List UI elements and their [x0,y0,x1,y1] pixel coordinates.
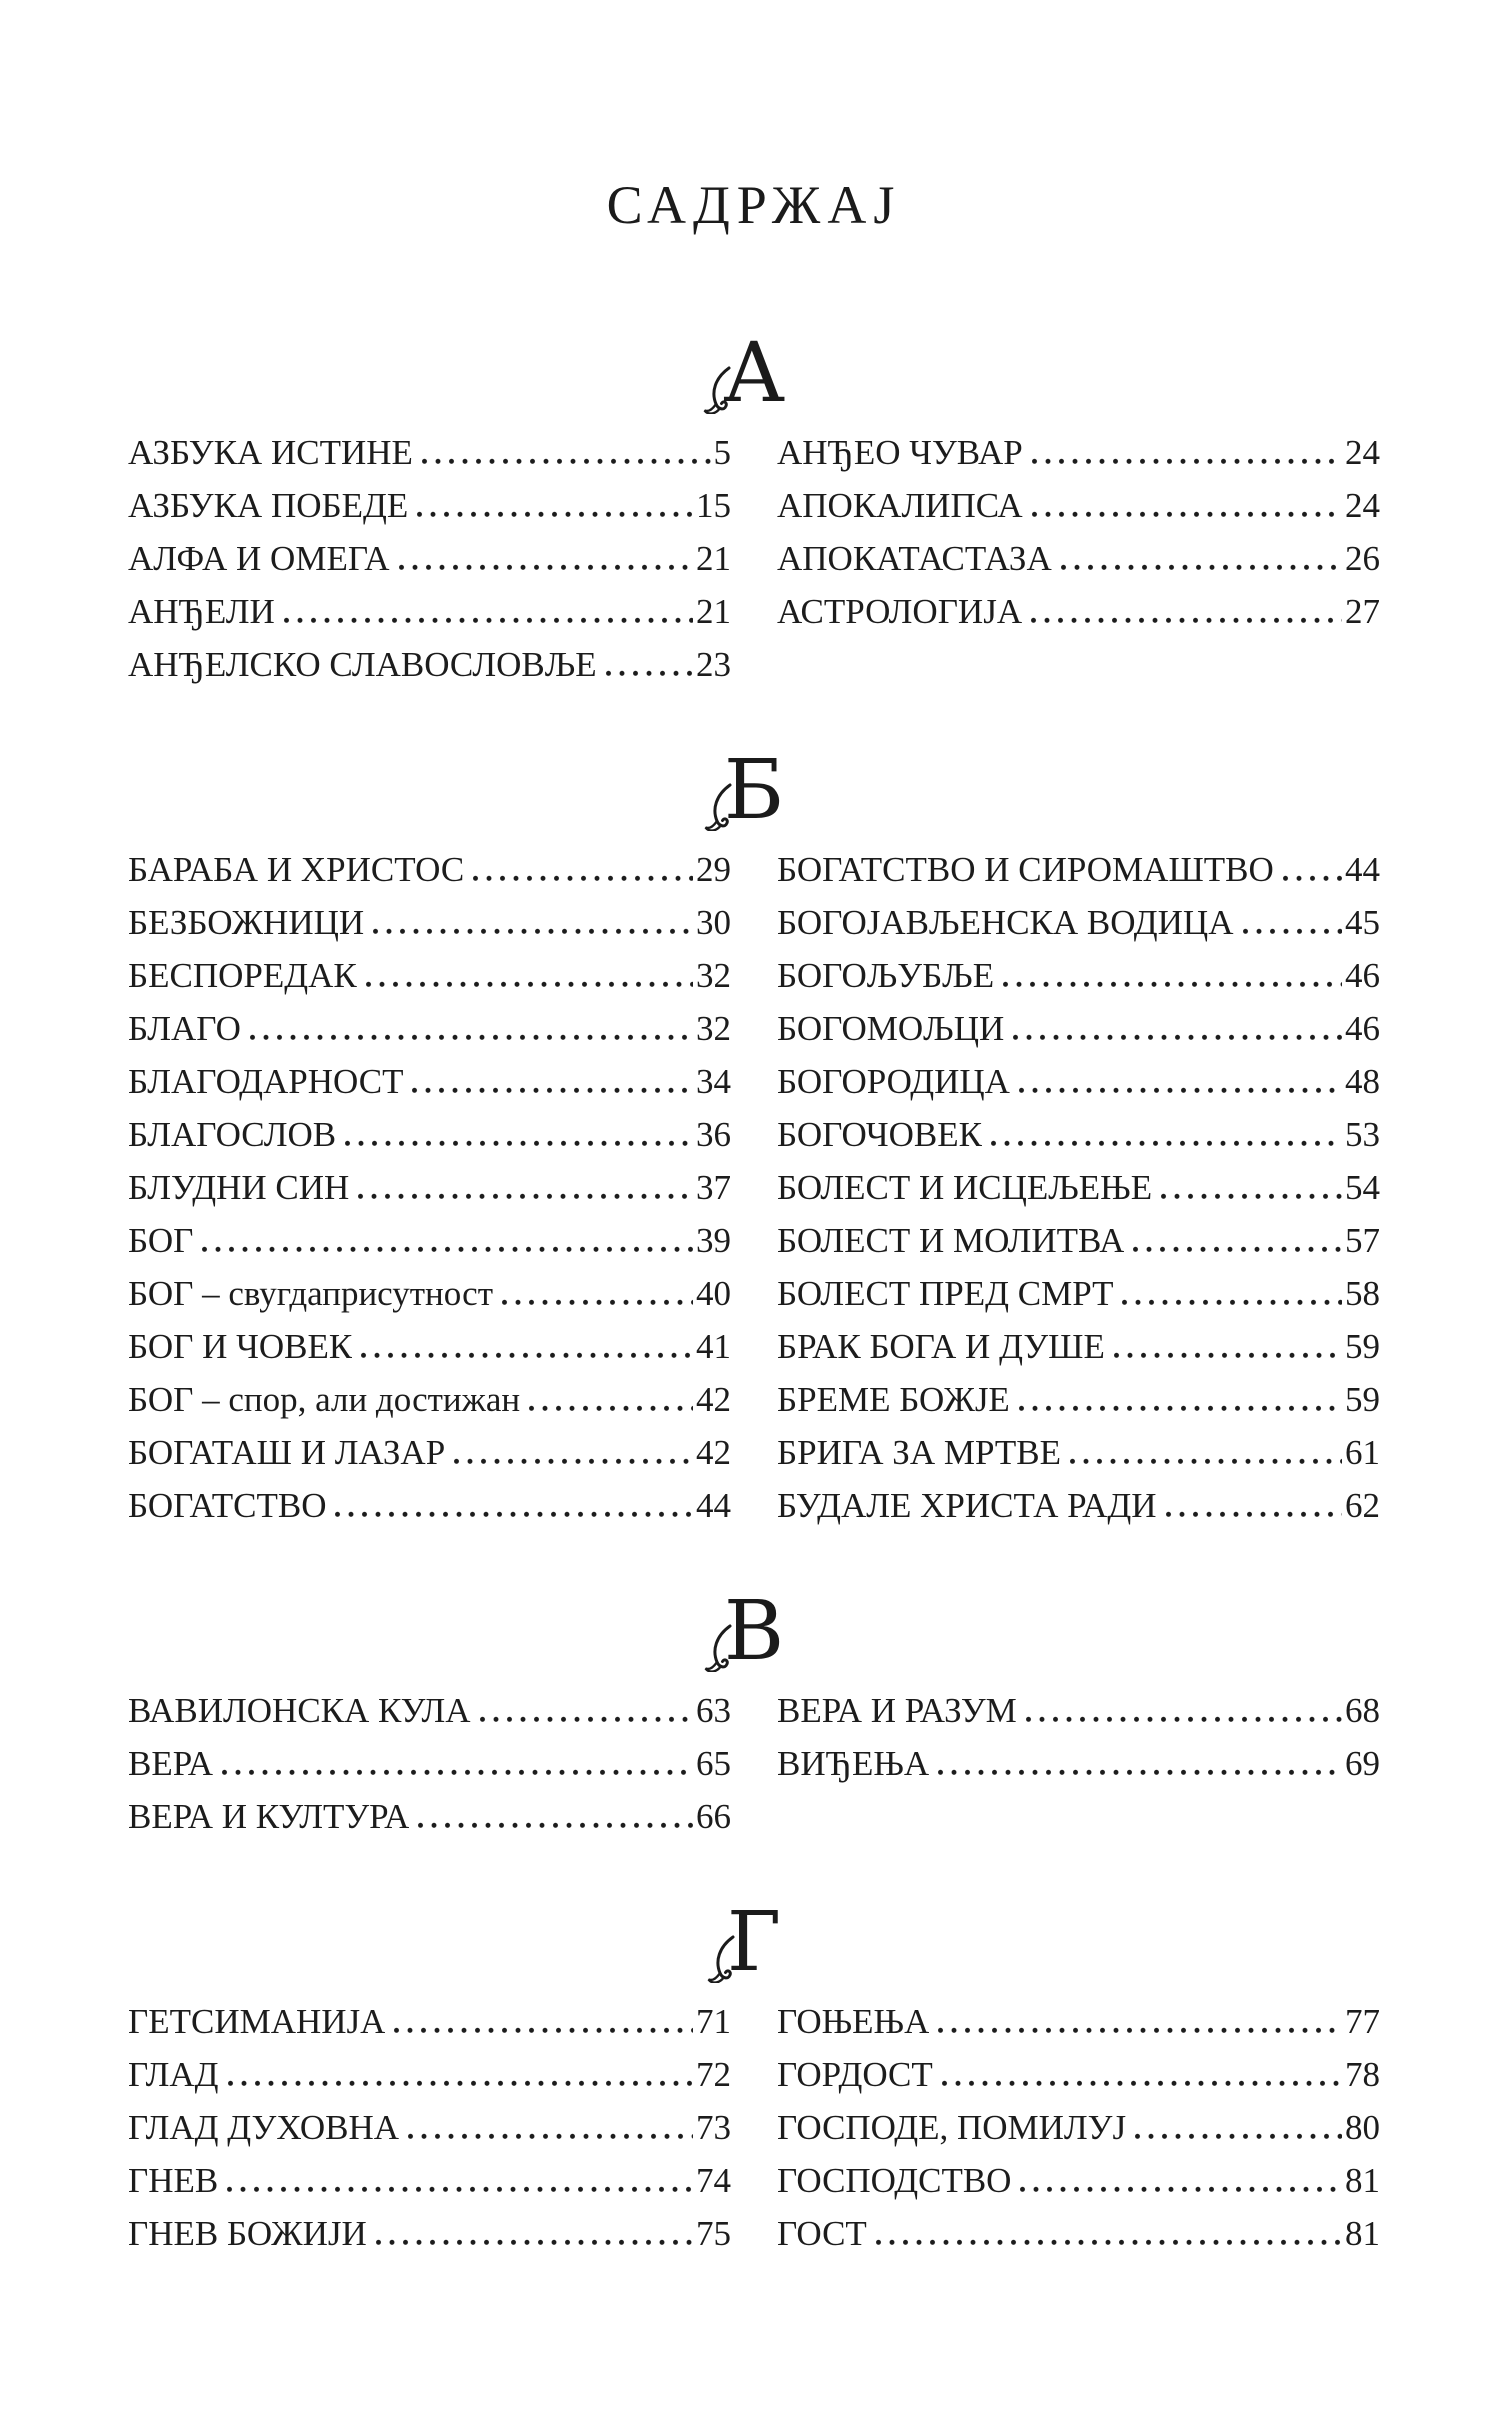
entry-title: БЛУДНИ СИН [128,1168,350,1207]
toc-entry [777,426,1380,479]
dot-leader [366,979,693,987]
toc-entry [128,1002,731,1055]
entry-title: ГОРДОСТ [777,2055,933,2094]
initial-flourish-ornament [703,366,733,414]
toc-entry [128,1790,731,1843]
section-initial-letter: Г [727,1905,781,1981]
entry-title: ГЕТСИМАНИЈА [128,2002,386,2041]
initial-flourish-ornament [704,1624,734,1672]
dot-leader [1114,1350,1342,1358]
entry-page-number: 72 [696,2055,731,2094]
dot-leader [1019,1403,1342,1411]
initial-flourish-ornament [707,1935,737,1983]
entry-title: БОГ – свугдаприсутност [128,1274,493,1313]
entry-page-number: 32 [696,956,731,995]
toc-entry [128,426,731,479]
entry-page-number: 80 [1345,2108,1380,2147]
toc-entry [777,2207,1380,2260]
toc-entry [777,1055,1380,1108]
toc-entry [777,585,1380,638]
toc-entry [128,1426,731,1479]
entry-title: БАРАБА И ХРИСТОС [128,850,465,889]
entry-page-number: 62 [1345,1486,1380,1525]
entry-title: АЗБУКА ИСТИНЕ [128,433,413,472]
toc-entry [128,949,731,1002]
entry-title: БРАК БОГА И ДУШЕ [777,1327,1105,1366]
toc-entry [128,2101,731,2154]
entry-page-number: 59 [1345,1380,1380,1419]
dot-leader [1019,1085,1342,1093]
entry-title: БОГ И ЧОВЕК [128,1327,353,1366]
toc-entry [128,896,731,949]
dot-leader [227,2184,693,2192]
entry-title: БОГОМОЉЦИ [777,1009,1005,1048]
dot-leader [1243,926,1343,934]
dot-leader [422,456,711,464]
section-initial-letter: В [724,1594,784,1670]
entry-title: БУДАЛЕ ХРИСТА РАДИ [777,1486,1157,1525]
entry-page-number: 66 [696,1797,731,1836]
entry-page-number: 69 [1345,1744,1380,1783]
entry-page-number: 81 [1345,2161,1380,2200]
dot-leader [202,1244,693,1252]
dot-leader [473,873,693,881]
entry-title: ВИЂЕЊА [777,1744,930,1783]
dot-leader [335,1509,693,1517]
dot-leader [399,562,693,570]
entry-title: ГОСПОДСТВО [777,2161,1012,2200]
toc-entry [128,1108,731,1161]
dot-leader [373,926,693,934]
section-columns [128,843,1380,1532]
entry-page-number: 41 [696,1327,731,1366]
dot-leader [376,2237,693,2245]
entry-title: АПОКАЛИПСА [777,486,1023,525]
toc-entry [128,1320,731,1373]
dot-leader [1032,509,1342,517]
dot-leader [228,2078,694,2086]
dot-leader [1061,562,1342,570]
dot-leader [1031,615,1342,623]
dot-leader [1122,1297,1342,1305]
entry-page-number: 21 [696,539,731,578]
right-column [777,1995,1380,2260]
toc-section-А [128,326,1380,691]
entry-page-number: 36 [696,1115,731,1154]
dot-leader [408,2131,693,2139]
toc-entry [128,585,731,638]
toc-entry [128,1161,731,1214]
toc-entry [777,1426,1380,1479]
entry-title: ГНЕВ [128,2161,219,2200]
entry-page-number: 23 [696,645,731,684]
dot-leader [1020,2184,1342,2192]
entry-title: БЛАГО [128,1009,241,1048]
entry-page-number: 5 [713,433,731,472]
toc-entry [777,1479,1380,1532]
toc-entry [777,896,1380,949]
entry-page-number: 65 [696,1744,731,1783]
entry-title: АЗБУКА ПОБЕДЕ [128,486,409,525]
entry-page-number: 54 [1345,1168,1380,1207]
toc-entry [777,1214,1380,1267]
toc-entry [777,1995,1380,2048]
entry-title: БОГОЈАВЉЕНСКА ВОДИЦА [777,903,1234,942]
entry-title: ВАВИЛОНСКА КУЛА [128,1691,471,1730]
dot-leader [358,1191,693,1199]
entry-page-number: 77 [1345,2002,1380,2041]
dot-leader [412,1085,693,1093]
entry-page-number: 46 [1345,1009,1380,1048]
right-column [777,426,1380,691]
toc-entry [128,1479,731,1532]
entry-title: АНЂЕЛИ [128,592,275,631]
dot-leader [1013,1032,1342,1040]
toc-entry [128,2048,731,2101]
section-initial [128,1584,1380,1679]
toc-entry [777,1320,1380,1373]
toc-entry [128,2154,731,2207]
entry-title: АНЂЕО ЧУВАР [777,433,1023,472]
left-column [128,843,731,1532]
dot-leader [345,1138,693,1146]
toc-entry [128,1214,731,1267]
entry-page-number: 73 [696,2108,731,2147]
entry-title: БОЛЕСТ И МОЛИТВА [777,1221,1125,1260]
section-initial-letter: А [723,336,785,412]
entry-page-number: 74 [696,2161,731,2200]
toc-entry [128,1737,731,1790]
dot-leader [1283,873,1342,881]
entry-page-number: 24 [1345,486,1380,525]
toc-entry [777,949,1380,1002]
entry-page-number: 40 [696,1274,731,1313]
entry-page-number: 37 [696,1168,731,1207]
entry-page-number: 63 [696,1691,731,1730]
dot-leader [991,1138,1342,1146]
entry-page-number: 29 [696,850,731,889]
entry-title: АПОКАТАСТАЗА [777,539,1052,578]
entry-page-number: 57 [1345,1221,1380,1260]
dot-leader [938,1767,1342,1775]
toc-entry [128,843,731,896]
toc-section-Г [128,1895,1380,2260]
entry-title: БОГАТАШ И ЛАЗАР [128,1433,446,1472]
toc-entry [128,638,731,691]
entry-title: БОГАТСТВО И СИРОМАШТВО [777,850,1274,889]
toc-entry [777,1267,1380,1320]
entry-page-number: 78 [1345,2055,1380,2094]
entry-page-number: 42 [696,1380,731,1419]
toc-entry [777,2101,1380,2154]
entry-title: БОЛЕСТ И ИСЦЕЉЕЊЕ [777,1168,1153,1207]
dot-leader [942,2078,1342,2086]
dot-leader [1032,456,1342,464]
entry-page-number: 75 [696,2214,731,2253]
page-title: САДРЖАЈ [606,175,902,235]
entry-page-number: 58 [1345,1274,1380,1313]
entry-page-number: 42 [696,1433,731,1472]
entry-page-number: 45 [1345,903,1380,942]
entry-page-number: 30 [696,903,731,942]
entry-title: БОГАТСТВО [128,1486,327,1525]
left-column [128,1995,731,2260]
toc-entry [128,1267,731,1320]
entry-title: АНЂЕЛСКО СЛАВОСЛОВЉЕ [128,645,597,684]
entry-title: ВЕРА И РАЗУМ [777,1691,1017,1730]
entry-title: БРИГА ЗА МРТВЕ [777,1433,1061,1472]
toc-entry [128,1995,731,2048]
entry-title: БЕСПОРЕДАК [128,956,357,995]
entry-title: БОГ – спор, али достижан [128,1380,521,1419]
entry-page-number: 61 [1345,1433,1380,1472]
dot-leader [480,1714,693,1722]
toc-entry [777,843,1380,896]
entry-page-number: 48 [1345,1062,1380,1101]
section-initial [128,326,1380,421]
section-initial [128,743,1380,838]
entry-title: БОЛЕСТ ПРЕД СМРТ [777,1274,1114,1313]
dot-leader [250,1032,693,1040]
dot-leader [361,1350,693,1358]
right-column [777,843,1380,1532]
entry-page-number: 68 [1345,1691,1380,1730]
entry-page-number: 53 [1345,1115,1380,1154]
entry-title: ГОЊЕЊА [777,2002,930,2041]
entry-title: АЛФА И ОМЕГА [128,539,390,578]
section-initial [128,1895,1380,1990]
section-columns [128,426,1380,691]
initial-flourish-ornament [704,783,734,831]
toc-entry [777,532,1380,585]
toc-section-В [128,1584,1380,1843]
dot-leader [502,1297,693,1305]
entry-page-number: 21 [696,592,731,631]
entry-page-number: 24 [1345,433,1380,472]
toc-entry [777,1373,1380,1426]
left-column [128,1684,731,1843]
dot-leader [1133,1244,1342,1252]
entry-page-number: 81 [1345,2214,1380,2253]
toc-entry [128,1684,731,1737]
entry-title: АСТРОЛОГИЈА [777,592,1023,631]
toc-entry [777,1108,1380,1161]
toc-entry [777,2048,1380,2101]
entry-title: БОГОЧОВЕК [777,1115,982,1154]
toc-entry [128,532,731,585]
entry-page-number: 44 [696,1486,731,1525]
entry-title: БЛАГОДАРНОСТ [128,1062,404,1101]
section-initial-letter: Б [724,753,784,829]
entry-page-number: 39 [696,1221,731,1260]
dot-leader [394,2025,693,2033]
toc-entry [128,2207,731,2260]
dot-leader [1135,2131,1342,2139]
toc-entry [777,479,1380,532]
entry-title: ГЛАД ДУХОВНА [128,2108,399,2147]
dot-leader [1070,1456,1342,1464]
toc-entry [128,479,731,532]
toc-entry [777,1002,1380,1055]
dot-leader [529,1403,693,1411]
section-columns [128,1995,1380,2260]
entry-title: БОГ [128,1221,194,1260]
dot-leader [418,1820,693,1828]
dot-leader [454,1456,693,1464]
entry-title: ГЛАД [128,2055,219,2094]
entry-title: ВЕРА И КУЛТУРА [128,1797,410,1836]
entry-page-number: 71 [696,2002,731,2041]
dot-leader [1003,979,1342,987]
dot-leader [938,2025,1342,2033]
dot-leader [876,2237,1342,2245]
entry-page-number: 44 [1345,850,1380,889]
entry-title: ГОСТ [777,2214,867,2253]
entry-title: БОГОРОДИЦА [777,1062,1010,1101]
entry-page-number: 27 [1345,592,1380,631]
dot-leader [606,668,693,676]
entry-page-number: 26 [1345,539,1380,578]
toc-entry [128,1373,731,1426]
dot-leader [284,615,693,623]
entry-page-number: 46 [1345,956,1380,995]
left-column [128,426,731,691]
toc-entry [777,1737,1380,1790]
entry-title: БЛАГОСЛОВ [128,1115,337,1154]
dot-leader [1161,1191,1342,1199]
entry-title: ГНЕВ БОЖИЈИ [128,2214,367,2253]
toc-section-Б [128,743,1380,1532]
entry-page-number: 59 [1345,1327,1380,1366]
entry-page-number: 32 [696,1009,731,1048]
toc-entry [777,2154,1380,2207]
toc-entry [777,1684,1380,1737]
dot-leader [1166,1509,1342,1517]
entry-page-number: 34 [696,1062,731,1101]
dot-leader [417,509,693,517]
toc-entry [777,1161,1380,1214]
toc-sections [128,326,1380,2260]
dot-leader [1026,1714,1342,1722]
section-columns [128,1684,1380,1843]
entry-title: ВЕРА [128,1744,213,1783]
entry-title: БОГОЉУБЉЕ [777,956,995,995]
toc-entry [128,1055,731,1108]
right-column [777,1684,1380,1843]
entry-title: БРЕМЕ БОЖЈЕ [777,1380,1010,1419]
entry-title: ГОСПОДЕ, ПОМИЛУЈ [777,2108,1127,2147]
dot-leader [222,1767,693,1775]
entry-page-number: 15 [696,486,731,525]
entry-title: БЕЗБОЖНИЦИ [128,903,365,942]
